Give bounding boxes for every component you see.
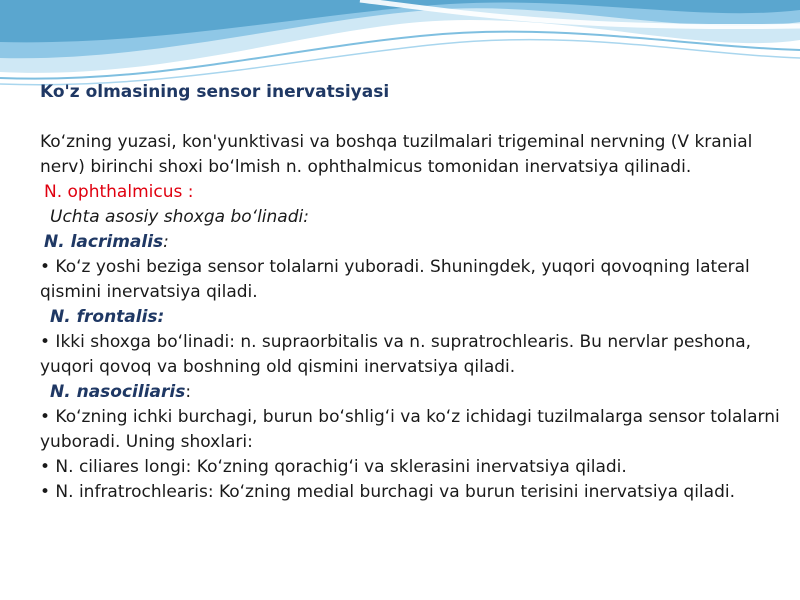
intro-paragraph: Koʻzning yuzasi, kon'yunktivasi va boshqa tuzilmalari trigeminal nervning (V kranial nerv) birinchi shoxi boʻlmish n. ophthalmicus tomonidan inervatsiya qilinadi.: [40, 132, 753, 177]
slide-content: [40, 80, 780, 505]
slide-title: Ko'z olmasining sensor inervatsiyasi: [40, 82, 390, 102]
lacrimalis-text: • Koʻz yoshi beziga sensor tolalarni yuboradi. Shuningdek, yuqori qovoqning lateral qismini inervatsiya qiladi.: [40, 257, 750, 302]
frontalis-heading: [40, 305, 780, 330]
nasociliaris-suffix: :: [185, 382, 192, 402]
ophthalmicus-heading: N. ophthalmicus :: [44, 182, 194, 202]
nasociliaris-text: • Koʻzning ichki burchagi, burun boʻshligʻi va koʻz ichidagi tuzilmalarga sensor tolalarni yuboradi. Uning shoxlari:: [40, 407, 780, 452]
branches-intro: Uchta asosiy shoxga boʻlinadi:: [50, 207, 309, 227]
list-item: • N. ciliares longi: Koʻzning qorachigʻi va sklerasini inervatsiya qiladi.: [40, 457, 627, 477]
nasociliaris-name: N. nasociliaris: [50, 382, 186, 402]
lacrimalis-heading: [40, 230, 780, 255]
lacrimalis-suffix: :: [163, 232, 169, 252]
frontalis-text: • Ikki shoxga boʻlinadi: n. supraorbitalis va n. supratrochlearis. Bu nervlar peshona, yuqori qovoq va boshning old qismini inervatsiya qiladi.: [40, 332, 752, 377]
list-item: • N. infratrochlearis: Koʻzning medial burchagi va burun terisini inervatsiya qiladi.: [40, 482, 735, 502]
nasociliaris-heading: [40, 380, 780, 405]
frontalis-name: N. frontalis:: [50, 307, 165, 327]
lacrimalis-name: N. lacrimalis: [44, 232, 164, 252]
